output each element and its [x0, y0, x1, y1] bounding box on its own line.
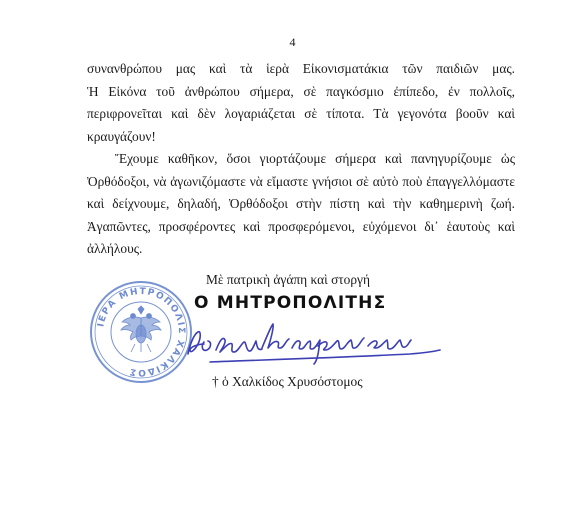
official-seal	[87, 278, 195, 386]
seal-ring-text: ΙΕΡΑ ΜΗΤΡΟΠΟΛΙΣ ΧΑΛΚΙΔΟΣ	[96, 286, 187, 378]
signed-by: † ὁ Χαλκίδος Χρυσόστομος	[212, 374, 363, 389]
closing-salutation: Μὲ πατρικὴ ἀγάπη καὶ στοργή	[206, 272, 370, 287]
office-title: Ο ΜΗΤΡΟΠΟΛΙΤΗΣ	[194, 293, 387, 313]
letter-body	[87, 58, 515, 261]
handwritten-signature	[180, 320, 450, 370]
paragraph: Ἔχουμε καθῆκον, ὅσοι γιορτάζουμε σήμερα καὶ πανηγυρίζουμε ὡς Ὀρθόδοξοι, νὰ ἀγωνιζόμαστε νὰ εἴμαστε γνήσιοι σὲ αὐτὸ ποὺ ἐπαγγελλόμαστε καὶ δείχνουμε, δηλαδή, Ὀρθόδοξοι στὴν πίστη καὶ τὴν καθημερινὴ ζωή. Ἀγαπῶντες, προσφέροντες καὶ προσφερόμενοι, εὐχόμενοι δι᾽ ἑαυτοὺς καὶ ἀλλήλους.	[87, 151, 515, 256]
text-line: συνανθρώπου μας καὶ τὰ ἱερὰ Εἰκονισματάκια τῶν παιδιῶν μας.	[87, 61, 515, 76]
paragraph: Ἡ Εἰκόνα τοῦ ἀνθρώπου σήμερα, σὲ παγκόσμιο ἐπίπεδο, ἐν πολλοῖς, περιφρονεῖται καὶ δὲν λογαριάζεται σὲ τίποτα. Τὰ γεγονότα βοοῦν καὶ κραυγάζουν!	[87, 83, 515, 144]
page-number: 4	[289, 35, 296, 49]
double-headed-eagle-icon	[121, 306, 161, 352]
